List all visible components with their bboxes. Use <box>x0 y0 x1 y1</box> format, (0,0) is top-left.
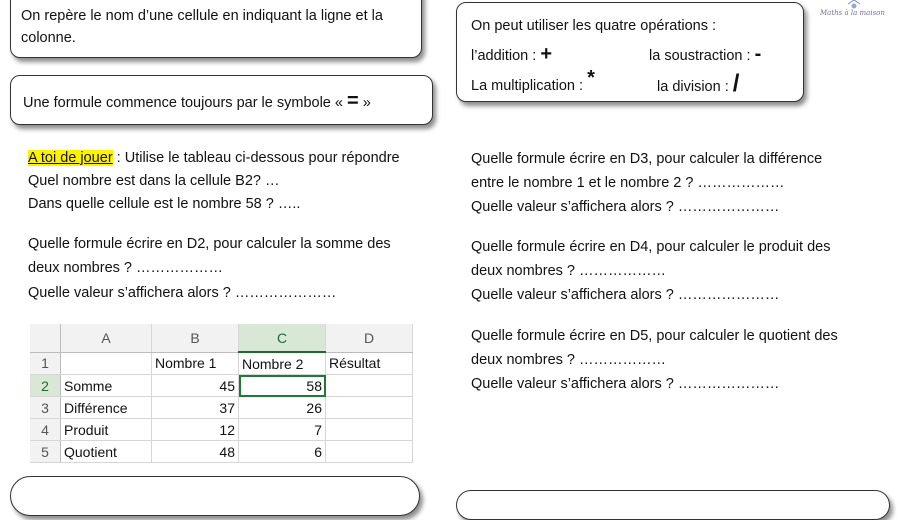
column-header-d[interactable]: D <box>326 324 413 352</box>
question-d3-line2: entre le nombre 1 et le nombre 2 ? ……………… <box>471 175 785 191</box>
question-d3-line1: Quelle formule écrire en D3, pour calculer la différence <box>471 151 823 167</box>
operations-box <box>456 2 804 102</box>
cell-d4[interactable] <box>326 419 413 441</box>
cell-b3[interactable]: 37 <box>152 397 239 419</box>
cell-c1[interactable]: Nombre 2 <box>239 352 326 375</box>
row-header[interactable]: 2 <box>30 375 61 397</box>
divide-symbol: / <box>732 70 740 97</box>
question-58: Dans quelle cellule est le nombre 58 ? ….. <box>28 196 301 212</box>
cell-b1[interactable]: Nombre 1 <box>152 352 239 375</box>
cell-c5[interactable]: 6 <box>239 441 326 463</box>
question-b2: Quel nombre est dans la cellule B2? … <box>28 173 280 189</box>
cell-b5[interactable]: 48 <box>152 441 239 463</box>
cell-a4[interactable]: Produit <box>61 419 152 441</box>
cell-a2[interactable]: Somme <box>61 375 152 397</box>
subtraction-label: la soustraction : <box>649 48 751 64</box>
column-header-b[interactable]: B <box>152 324 239 352</box>
division-label: la division : <box>657 79 729 95</box>
table-row <box>30 352 413 375</box>
cell-b4[interactable]: 12 <box>152 419 239 441</box>
corner-cell[interactable] <box>30 324 61 352</box>
formula-rule-box: Une formule commence toujours par le symbole « = » <box>10 75 433 125</box>
column-header-row <box>30 324 413 352</box>
cell-d5[interactable] <box>326 441 413 463</box>
cell-a1[interactable] <box>61 352 152 375</box>
cell-c3[interactable]: 26 <box>239 397 326 419</box>
table-row <box>30 375 413 397</box>
question-d4-line2: deux nombres ? ……………… <box>471 263 667 279</box>
question-d5-line1: Quelle formule écrire en D5, pour calculer le quotient des <box>471 328 838 344</box>
cell-d3[interactable] <box>326 397 413 419</box>
bottom-left-box <box>10 476 420 516</box>
formula-rule-text: Une formule commence toujours par le symbole « <box>23 95 347 111</box>
minus-symbol: - <box>754 43 762 65</box>
intro-highlight: A toi de jouer <box>28 150 113 166</box>
question-d2-line2: deux nombres ? ……………… <box>28 260 224 276</box>
intro-line: A toi de jouer : Utilise le tableau ci-dessous pour répondre <box>28 150 400 166</box>
cell-c4[interactable]: 7 <box>239 419 326 441</box>
cell-a3[interactable]: Différence <box>61 397 152 419</box>
table-row <box>30 441 413 463</box>
cell-b2[interactable]: 45 <box>152 375 239 397</box>
question-d3-line3: Quelle valeur s’affichera alors ? ………………… <box>471 199 780 215</box>
row-header[interactable]: 1 <box>30 352 61 375</box>
spreadsheet <box>30 324 413 463</box>
cell-d2[interactable] <box>326 375 413 397</box>
bottom-right-box <box>456 490 890 520</box>
question-d4-line3: Quelle valeur s’affichera alors ? ………………… <box>471 287 780 303</box>
cell-naming-box <box>10 0 422 58</box>
row-header[interactable]: 3 <box>30 397 61 419</box>
multiplication-label: La multiplication : <box>471 78 584 94</box>
question-d2-line3: Quelle valeur s’affichera alors ? ………………… <box>28 285 337 301</box>
operations-title: On peut utiliser les quatre opérations : <box>471 18 717 34</box>
row-header[interactable]: 5 <box>30 441 61 463</box>
logo-text: Maths à la maison <box>820 9 885 17</box>
equals-symbol: = <box>346 90 359 112</box>
question-d5-line3: Quelle valeur s’affichera alors ? ………………… <box>471 376 780 392</box>
cell-d1[interactable]: Résultat <box>326 352 413 375</box>
column-header-a[interactable]: A <box>61 324 152 352</box>
question-d5-line2: deux nombres ? ……………… <box>471 352 667 368</box>
times-symbol: * <box>587 67 595 89</box>
table-row <box>30 397 413 419</box>
row-header[interactable]: 4 <box>30 419 61 441</box>
cell-naming-text: On repère le nom d’une cellule en indiquant la ligne et la colonne. <box>21 8 383 46</box>
logo <box>818 0 900 26</box>
cell-a5[interactable]: Quotient <box>61 441 152 463</box>
column-header-c[interactable]: C <box>239 324 326 352</box>
addition-label: l’addition : <box>471 48 537 64</box>
cell-c2[interactable]: 58 <box>239 375 326 397</box>
question-d2-line1: Quelle formule écrire en D2, pour calculer la somme des <box>28 236 391 252</box>
table-row <box>30 419 413 441</box>
plus-symbol: + <box>540 43 553 65</box>
question-d4-line1: Quelle formule écrire en D4, pour calculer le produit des <box>471 239 831 255</box>
